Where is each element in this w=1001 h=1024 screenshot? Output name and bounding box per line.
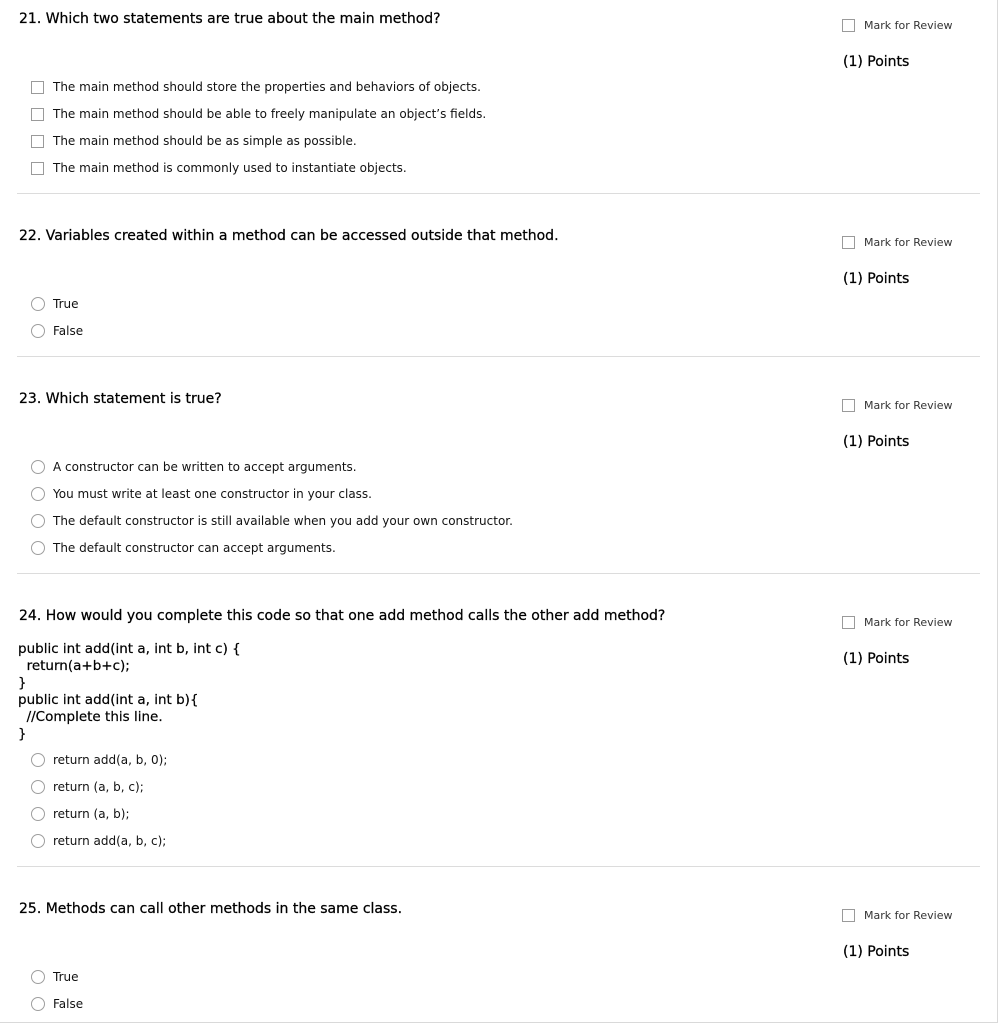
answer-text: You must write at least one constructor in your class.	[53, 487, 372, 501]
answer-radio[interactable]	[31, 807, 45, 821]
answer-text: The main method should be able to freely manipulate an object’s fields.	[53, 107, 487, 121]
answer-text: A constructor can be written to accept arguments.	[53, 460, 357, 474]
answer-text: True	[53, 297, 79, 311]
answer-checkbox[interactable]	[31, 81, 44, 94]
answer-option[interactable]	[31, 134, 357, 148]
answer-text: return add(a, b, 0);	[53, 753, 168, 767]
answer-text: The default constructor is still available when you add your own constructor.	[53, 514, 513, 528]
divider	[17, 573, 980, 574]
answer-radio[interactable]	[31, 487, 45, 501]
divider	[17, 356, 980, 357]
code-line: }	[18, 675, 27, 691]
mark-for-review[interactable]	[842, 909, 953, 922]
answer-text: The main method should be as simple as possible.	[53, 134, 357, 148]
code-line: }	[18, 726, 27, 742]
answer-text: return add(a, b, c);	[53, 834, 167, 848]
answer-text: The default constructor can accept arguments.	[53, 541, 336, 555]
answer-radio[interactable]	[31, 753, 45, 767]
review-checkbox[interactable]	[842, 909, 855, 922]
answer-option[interactable]	[31, 297, 79, 311]
review-checkbox[interactable]	[842, 616, 855, 629]
answer-option[interactable]	[31, 780, 144, 794]
answer-option[interactable]	[31, 487, 372, 501]
points-label: (1) Points	[843, 54, 910, 70]
points-label: (1) Points	[843, 434, 910, 450]
answer-text: True	[53, 970, 79, 984]
points-label: (1) Points	[843, 944, 910, 960]
review-label: Mark for Review	[864, 399, 953, 412]
answer-option[interactable]	[31, 107, 486, 121]
answer-text: The main method should store the properties and behaviors of objects.	[53, 80, 481, 94]
answer-text: False	[53, 324, 84, 338]
answer-option[interactable]	[31, 460, 357, 474]
answer-radio[interactable]	[31, 997, 45, 1011]
divider	[17, 193, 980, 194]
answer-option[interactable]	[31, 324, 83, 338]
mark-for-review[interactable]	[842, 236, 953, 249]
answer-option[interactable]	[31, 541, 336, 555]
code-line: public int add(int a, int b){	[18, 692, 199, 708]
answer-text: return (a, b);	[53, 807, 130, 821]
answer-radio[interactable]	[31, 514, 45, 528]
code-line: public int add(int a, int b, int c) {	[18, 641, 241, 657]
answer-radio[interactable]	[31, 970, 45, 984]
question-title: 23. Which statement is true?	[19, 391, 222, 407]
points-label: (1) Points	[843, 271, 910, 287]
divider	[17, 866, 980, 867]
review-label: Mark for Review	[864, 616, 953, 629]
answer-checkbox[interactable]	[31, 135, 44, 148]
answer-text: The main method is commonly used to instantiate objects.	[53, 161, 407, 175]
mark-for-review[interactable]	[842, 19, 953, 32]
question-title: 24. How would you complete this code so that one add method calls the other add method?	[19, 608, 666, 624]
answer-option[interactable]	[31, 834, 166, 848]
answer-radio[interactable]	[31, 541, 45, 555]
answer-option[interactable]	[31, 514, 513, 528]
answer-option[interactable]	[31, 807, 130, 821]
review-checkbox[interactable]	[842, 236, 855, 249]
answer-option[interactable]	[31, 80, 481, 94]
review-label: Mark for Review	[864, 236, 953, 249]
review-label: Mark for Review	[864, 909, 953, 922]
answer-option[interactable]	[31, 753, 167, 767]
mark-for-review[interactable]	[842, 399, 953, 412]
answer-radio[interactable]	[31, 834, 45, 848]
question-title: 22. Variables created within a method can be accessed outside that method.	[19, 228, 559, 244]
answer-radio[interactable]	[31, 324, 45, 338]
answer-checkbox[interactable]	[31, 162, 44, 175]
answer-radio[interactable]	[31, 460, 45, 474]
answer-option[interactable]	[31, 970, 79, 984]
answer-radio[interactable]	[31, 297, 45, 311]
review-checkbox[interactable]	[842, 399, 855, 412]
question-title: 21. Which two statements are true about the main method?	[19, 11, 441, 27]
answer-option[interactable]	[31, 161, 407, 175]
mark-for-review[interactable]	[842, 616, 953, 629]
code-line: //Complete this line.	[18, 709, 163, 725]
answer-option[interactable]	[31, 997, 83, 1011]
answer-text: return (a, b, c);	[53, 780, 144, 794]
points-label: (1) Points	[843, 651, 910, 667]
answer-checkbox[interactable]	[31, 108, 44, 121]
answer-radio[interactable]	[31, 780, 45, 794]
review-label: Mark for Review	[864, 19, 953, 32]
code-line: return(a+b+c);	[18, 658, 130, 674]
answer-text: False	[53, 997, 84, 1011]
review-checkbox[interactable]	[842, 19, 855, 32]
question-title: 25. Methods can call other methods in the same class.	[19, 901, 403, 917]
